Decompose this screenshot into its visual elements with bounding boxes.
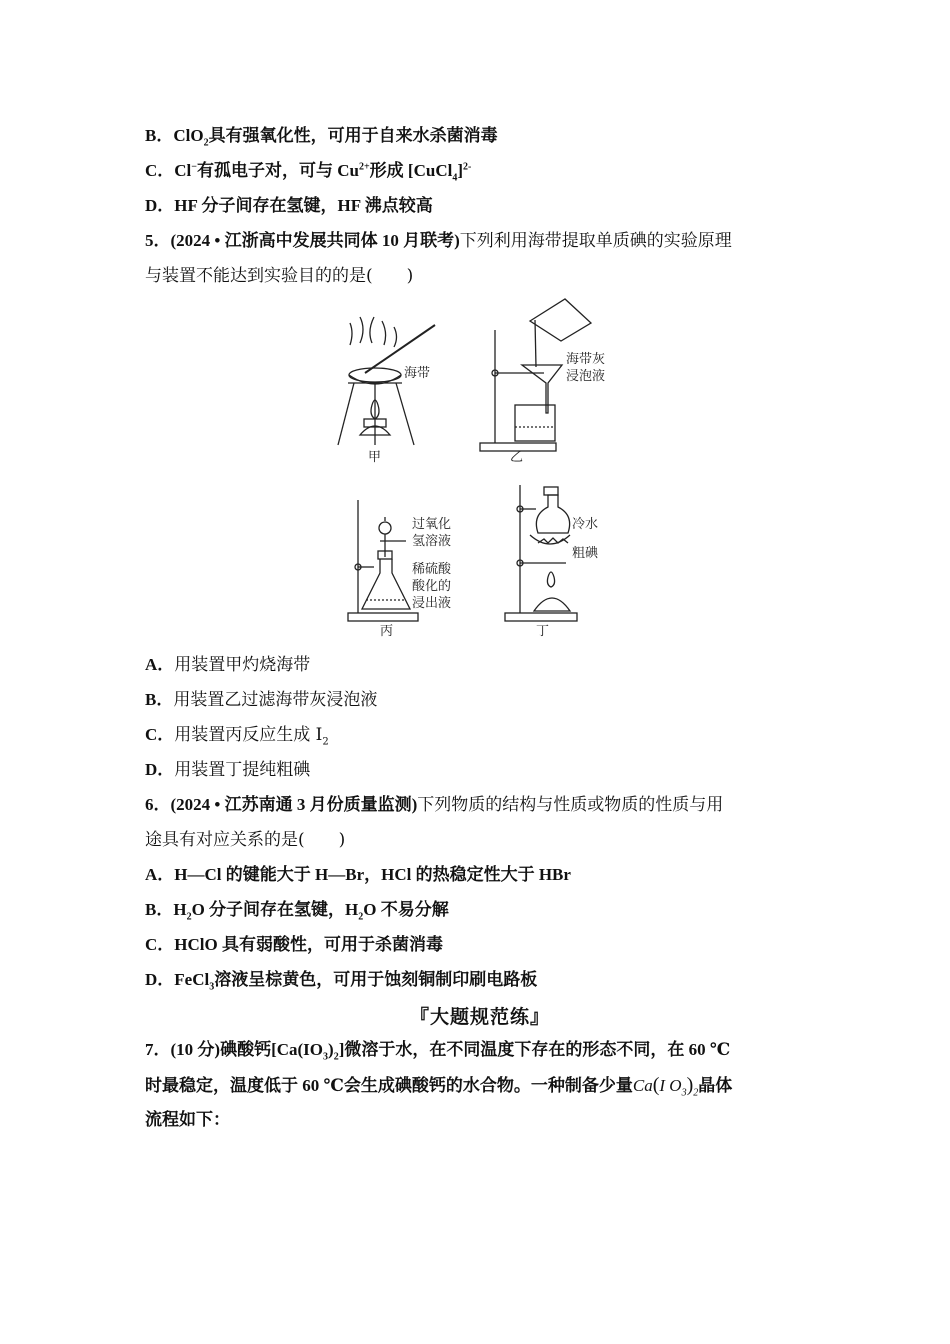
q5-option-d: D．用装置丁提纯粗碘 bbox=[145, 760, 311, 780]
apparatus-diagram bbox=[330, 295, 630, 640]
label-h2o2-1: 过氧化 bbox=[412, 517, 452, 532]
q5-apparatus-figure bbox=[330, 295, 630, 640]
q6-option-c: C．HClO 具有弱酸性，可用于杀菌消毒 bbox=[145, 935, 443, 954]
section-title: 『大题规范练』 bbox=[410, 1006, 551, 1028]
q4-option-b: B．ClO$_2$具有强氧化性，可用于自来水杀菌消毒 bbox=[145, 126, 498, 149]
label-acid-2: 酸化的 bbox=[412, 579, 452, 594]
q6-option-a: A．H—Cl 的键能大于 H—Br，HCl 的热稳定性大于 HBr bbox=[145, 865, 571, 884]
q7-line2: 时最稳定，温度低于 60 ℃会生成碘酸钙的水合物。一种制备少量Ca(I $O_3)_2$晶体 bbox=[145, 1074, 733, 1099]
label-crude-iodine: 粗碘 bbox=[572, 546, 599, 561]
label-acid-1: 稀硫酸 bbox=[412, 562, 452, 577]
q5-option-b: B．用装置乙过滤海带灰浸泡液 bbox=[145, 690, 378, 710]
label-haidai-hui-1: 海带灰 bbox=[566, 352, 606, 367]
q6-stem-line2: 途具有对应关系的是( ) bbox=[145, 830, 346, 850]
q5-stem-line2: 与装置不能达到实验目的的是( ) bbox=[145, 266, 414, 286]
q6-stem-line1: 6．(2024 • 江苏南通 3 月份质量监测)下列物质的结构与性质或物质的性质与用 bbox=[145, 795, 724, 814]
formula-ca-io3-2: Ca(I $O_3)_2$ bbox=[632, 1074, 699, 1099]
label-cold-water: 冷水 bbox=[572, 517, 599, 532]
label-ding: 丁 bbox=[536, 624, 550, 639]
q4-option-d: D．HF 分子间存在氢键，HF 沸点较高 bbox=[145, 196, 433, 215]
apparatus-jia bbox=[338, 317, 435, 445]
label-yi: 乙 bbox=[510, 450, 524, 465]
q5-option-c: C．用装置丙反应生成 $I_2$ bbox=[145, 725, 329, 748]
label-bing: 丙 bbox=[380, 624, 394, 639]
q4-option-c: C．Cl−有孤电子对，可与 $Cu^{2+}$形成 [CuCl$_4$]$^{2-}$ bbox=[145, 161, 472, 184]
q7-line1: 7．(10 分)碘酸钙$[Ca(IO_3)_2]$微溶于水，在不同温度下存在的形态不同，在 60 ℃ bbox=[145, 1040, 731, 1063]
apparatus-bing bbox=[348, 500, 418, 621]
q7-line3: 流程如下： bbox=[145, 1110, 230, 1129]
label-acid-3: 浸出液 bbox=[412, 596, 452, 611]
q6-option-d: D．FeCl$_3$溶液呈棕黄色，可用于蚀刻铜制印刷电路板 bbox=[145, 970, 538, 993]
label-h2o2-2: 氢溶液 bbox=[412, 534, 452, 549]
label-jia: 甲 bbox=[368, 450, 382, 465]
label-haidai: 海带 bbox=[404, 366, 431, 381]
q5-option-a: A．用装置甲灼烧海带 bbox=[145, 655, 311, 675]
q6-option-b: B．$H_2O$ 分子间存在氢键，$H_2O$ 不易分解 bbox=[145, 900, 449, 923]
label-haidai-hui-2: 浸泡液 bbox=[566, 369, 606, 384]
apparatus-ding bbox=[505, 485, 577, 621]
q5-stem-line1: 5．(2024 • 江浙高中发展共同体 10 月联考)下列利用海带提取单质碘的实验原理 bbox=[145, 231, 732, 250]
